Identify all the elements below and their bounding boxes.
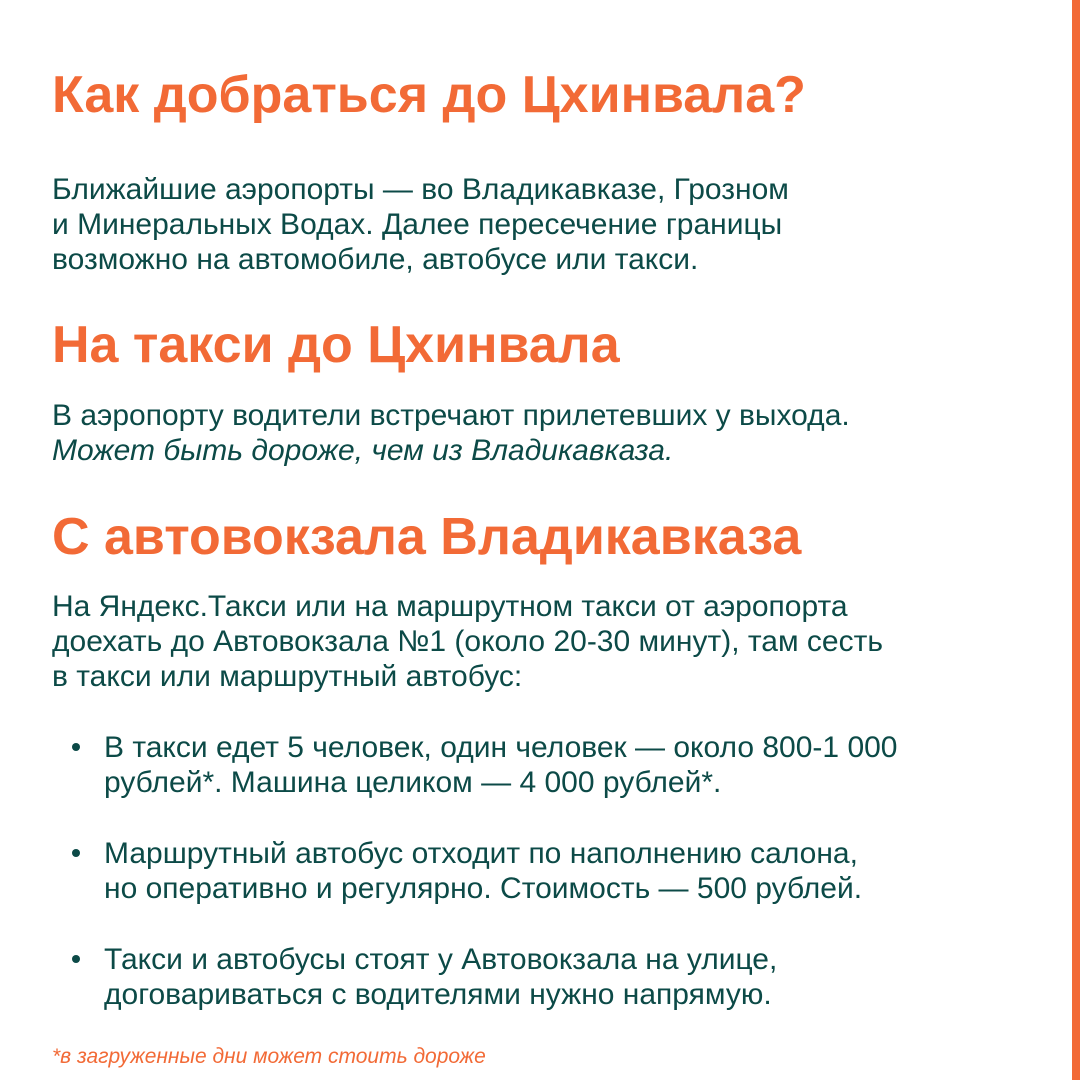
bus-station-paragraph: [52, 589, 883, 694]
taxi-paragraph: [52, 398, 850, 468]
bus-station-line: На Яндекс.Такси или на маршрутном такси от аэропорта: [52, 590, 848, 623]
bullet-dot-icon: [72, 849, 80, 857]
list-item-line: но оперативно и регулярно. Стоимость — 500 рублей.: [104, 872, 863, 905]
heading-bus-station: С автовокзала Владикавказа: [52, 508, 802, 566]
accent-edge-bar: [1072, 0, 1080, 1080]
list-item: [52, 942, 898, 1012]
bullet-dot-icon: [72, 955, 80, 963]
bullet-dot-icon: [72, 743, 80, 751]
list-item: [52, 836, 898, 906]
list-item-line: договариваться с водителями нужно напрямую.: [104, 978, 772, 1011]
list-item-line: Такси и автобусы стоят у Автовокзала на улице,: [104, 943, 778, 976]
list-item-line: В такси едет 5 человек, один человек — около 800-1 000: [104, 731, 898, 764]
intro-line: и Минеральных Водах. Далее пересечение границы: [52, 208, 783, 241]
intro-paragraph: [52, 172, 789, 277]
taxi-note: Может быть дороже, чем из Владикавказа.: [52, 434, 674, 467]
intro-line: возможно на автомобиле, автобусе или такси.: [52, 243, 699, 276]
list-item-line: Маршрутный автобус отходит по наполнению салона,: [104, 837, 858, 870]
bus-station-line: доехать до Автовокзала №1 (около 20-30 минут), там сесть: [52, 625, 883, 658]
list-item: [52, 730, 898, 800]
footnote: *в загруженные дни может стоить дороже: [52, 1045, 486, 1068]
heading-how-to-get: Как добраться до Цхинвала?: [52, 66, 806, 124]
bus-station-line: в такси или маршрутный автобус:: [52, 660, 523, 693]
intro-line: Ближайшие аэропорты — во Владикавказе, Грозном: [52, 173, 789, 206]
heading-taxi: На такси до Цхинвала: [52, 316, 620, 374]
list-item-line: рублей*. Машина целиком — 4 000 рублей*.: [104, 766, 722, 799]
taxi-line: В аэропорту водители встречают прилетевших у выхода.: [52, 399, 850, 432]
options-list: [52, 730, 898, 1048]
